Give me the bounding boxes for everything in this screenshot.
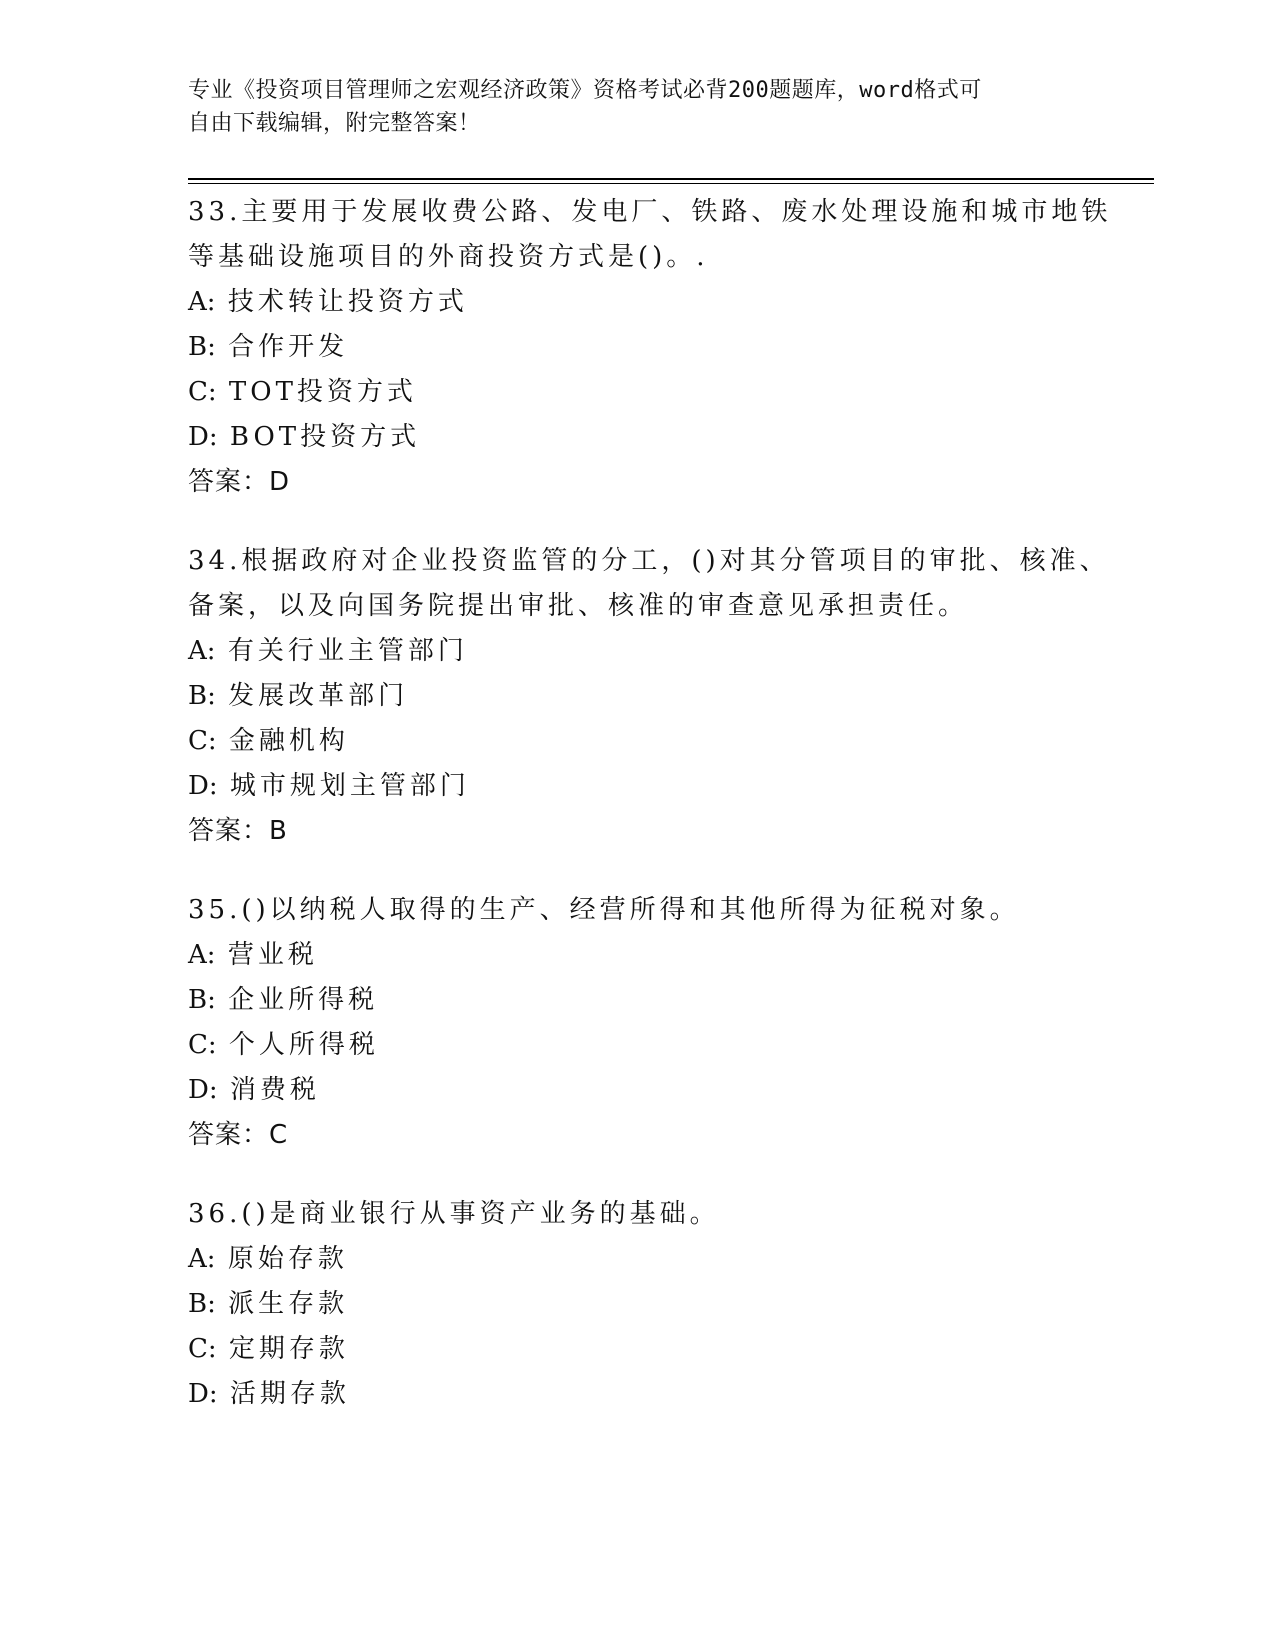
option-letter: B: [188, 681, 216, 711]
question-text-line: 34.根据政府对企业投资监管的分工，()对其分管项目的审批、核准、 [188, 546, 1110, 576]
question-list [188, 190, 1112, 1451]
header-line-2: 自由下载编辑，附完整答案！ [188, 111, 481, 136]
option-c [188, 1023, 1088, 1068]
option-d [188, 1068, 1088, 1113]
option-letter: D: [188, 1379, 218, 1409]
option-text: 消费税 [229, 1075, 320, 1105]
question-34 [188, 539, 1110, 854]
option-text: 技术转让投资方式 [227, 287, 468, 317]
option-text: 发展改革部门 [228, 681, 409, 711]
question-36 [188, 1192, 1088, 1417]
option-text: 派生存款 [228, 1289, 349, 1319]
option-letter: D: [188, 422, 218, 452]
question-text-line: 等基础设施项目的外商投资方式是()。. [188, 242, 709, 272]
option-text: TOT投资方式 [228, 377, 417, 407]
option-text: 合作开发 [228, 332, 349, 362]
option-b [188, 325, 1088, 370]
option-text: 原始存款 [227, 1244, 348, 1274]
header-line-1: 专业《投资项目管理师之宏观经济政策》资格考试必背200题题库，word格式可 [188, 78, 982, 103]
option-letter: A: [188, 287, 216, 317]
option-letter: B: [188, 332, 216, 362]
answer-label: 答案：D [188, 467, 291, 497]
answer-label: 答案：C [188, 1120, 289, 1150]
option-text: 定期存款 [228, 1334, 349, 1364]
option-letter: B: [188, 1289, 216, 1319]
option-a [188, 629, 1088, 674]
question-33 [188, 190, 1112, 505]
document-header [188, 74, 1068, 140]
option-b [188, 1282, 1088, 1327]
option-a [188, 933, 1088, 978]
option-letter: D: [188, 1075, 218, 1105]
question-text [188, 539, 1110, 629]
option-text: 有关行业主管部门 [227, 636, 468, 666]
option-text: 企业所得税 [228, 985, 379, 1015]
option-letter: C: [188, 1334, 217, 1364]
option-b [188, 674, 1088, 719]
option-d [188, 1372, 1088, 1417]
question-text-line: 33.主要用于发展收费公路、发电厂、铁路、废水处理设施和城市地铁 [188, 197, 1112, 227]
option-c [188, 719, 1088, 764]
question-text [188, 888, 1088, 933]
option-a [188, 280, 1088, 325]
question-text [188, 1192, 1088, 1237]
option-a [188, 1237, 1088, 1282]
option-letter: C: [188, 726, 217, 756]
option-letter: A: [188, 940, 216, 970]
option-letter: B: [188, 985, 216, 1015]
option-text: 营业税 [227, 940, 318, 970]
question-text-line: 备案，以及向国务院提出审批、核准的审查意见承担责任。 [188, 591, 969, 621]
option-c [188, 370, 1088, 415]
question-text-line: 36.()是商业银行从事资产业务的基础。 [188, 1199, 720, 1229]
option-letter: A: [188, 636, 216, 666]
option-d [188, 764, 1088, 809]
question-35 [188, 888, 1088, 1158]
option-letter: D: [188, 771, 218, 801]
option-text: BOT投资方式 [229, 422, 421, 452]
answer-label: 答案：B [188, 816, 288, 846]
option-letter: C: [188, 1030, 217, 1060]
header-divider-thin [188, 183, 1154, 184]
option-d [188, 415, 1088, 460]
option-text: 城市规划主管部门 [229, 771, 470, 801]
question-text [188, 190, 1112, 280]
option-letter: A: [188, 1244, 216, 1274]
question-text-line: 35.()以纳税人取得的生产、经营所得和其他所得为征税对象。 [188, 895, 1020, 925]
option-text: 活期存款 [229, 1379, 350, 1409]
option-b [188, 978, 1088, 1023]
option-text: 金融机构 [228, 726, 349, 756]
header-divider-thick [188, 178, 1154, 180]
option-text: 个人所得税 [228, 1030, 379, 1060]
option-letter: C: [188, 377, 217, 407]
option-c [188, 1327, 1088, 1372]
